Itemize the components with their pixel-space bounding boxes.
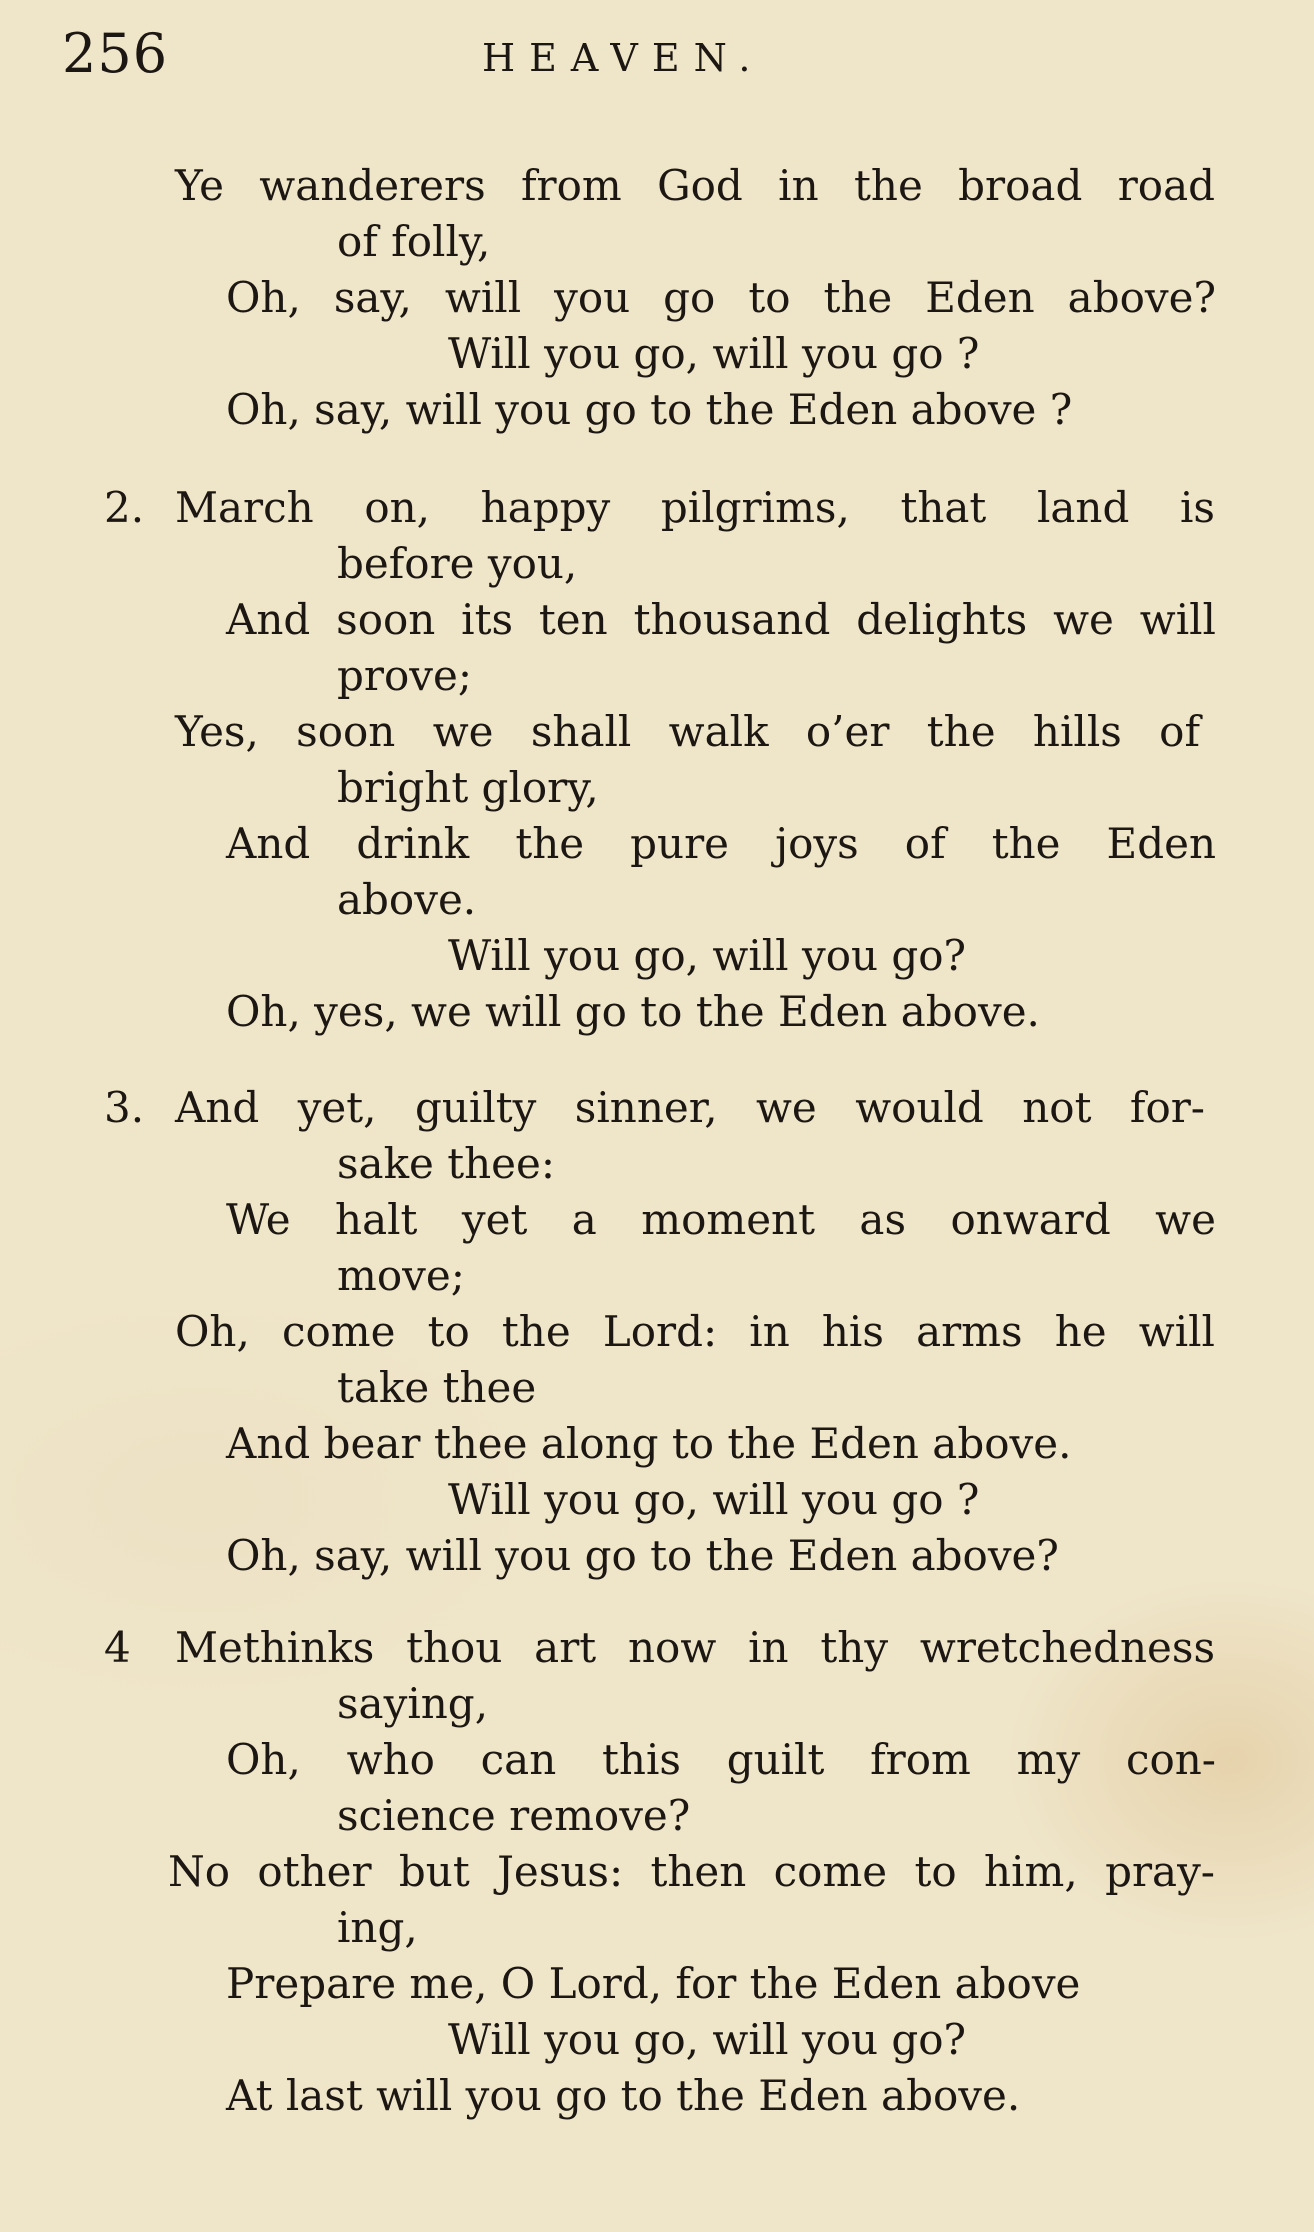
chorus-line: Will you go, will you go ? [448, 1475, 980, 1524]
chorus-line: Will you go, will you go ? [448, 329, 980, 378]
verse-line: above. [337, 875, 477, 924]
chorus-line: Will you go, will you go? [448, 2015, 967, 2064]
verse-line: Oh, say, will you go to the Eden above? [226, 1531, 1059, 1580]
page-header [62, 22, 1262, 92]
page-number: 256 [62, 22, 169, 85]
verse-line: Oh, say, will you go to the Eden above ? [226, 385, 1073, 434]
verse-line: And yet, guilty sinner, we would not for- [175, 1083, 1205, 1132]
running-title: HEAVEN. [482, 36, 765, 80]
verse-line: saying, [337, 1679, 489, 1728]
verse-line: Oh, yes, we will go to the Eden above. [226, 987, 1040, 1036]
chorus-line: Will you go, will you go? [448, 931, 967, 980]
verse-line: And bear thee along to the Eden above. [226, 1419, 1072, 1468]
verse-line: prove; [337, 651, 472, 700]
stanza-number: 2. [104, 483, 145, 532]
verse-line: Oh, who can this guilt from my con- [226, 1735, 1216, 1784]
verse-line: We halt yet a moment as onward we [226, 1195, 1216, 1244]
verse-line: ing, [337, 1903, 418, 1952]
verse-line: Yes, soon we shall walk o’er the hills of [175, 707, 1200, 756]
stanza-number: 3. [104, 1083, 145, 1132]
verse-line: Oh, say, will you go to the Eden above? [226, 273, 1216, 322]
verse-line: Oh, come to the Lord: in his arms he will [175, 1307, 1215, 1356]
verse-line: before you, [337, 539, 578, 588]
verse-line: No other but Jesus: then come to him, pray- [168, 1847, 1215, 1896]
verse-line: At last will you go to the Eden above. [226, 2071, 1021, 2120]
verse-line: move; [337, 1251, 465, 1300]
stanza-number: 4 [104, 1623, 131, 1672]
verse-line: Prepare me, O Lord, for the Eden above [226, 1959, 1081, 2008]
verse-line: bright glory, [337, 763, 599, 812]
verse-line: And soon its ten thousand delights we will [226, 595, 1216, 644]
verse-line: take thee [337, 1363, 537, 1412]
verse-line: science remove? [337, 1791, 691, 1840]
verse-line: Methinks thou art now in thy wretchedness [175, 1623, 1215, 1672]
verse-line: March on, happy pilgrims, that land is [175, 483, 1215, 532]
verse-line: of folly, [337, 217, 491, 266]
verse-line: Ye wanderers from God in the broad road [175, 161, 1215, 210]
verse-line: sake thee: [337, 1139, 556, 1188]
verse-line: And drink the pure joys of the Eden [226, 819, 1216, 868]
